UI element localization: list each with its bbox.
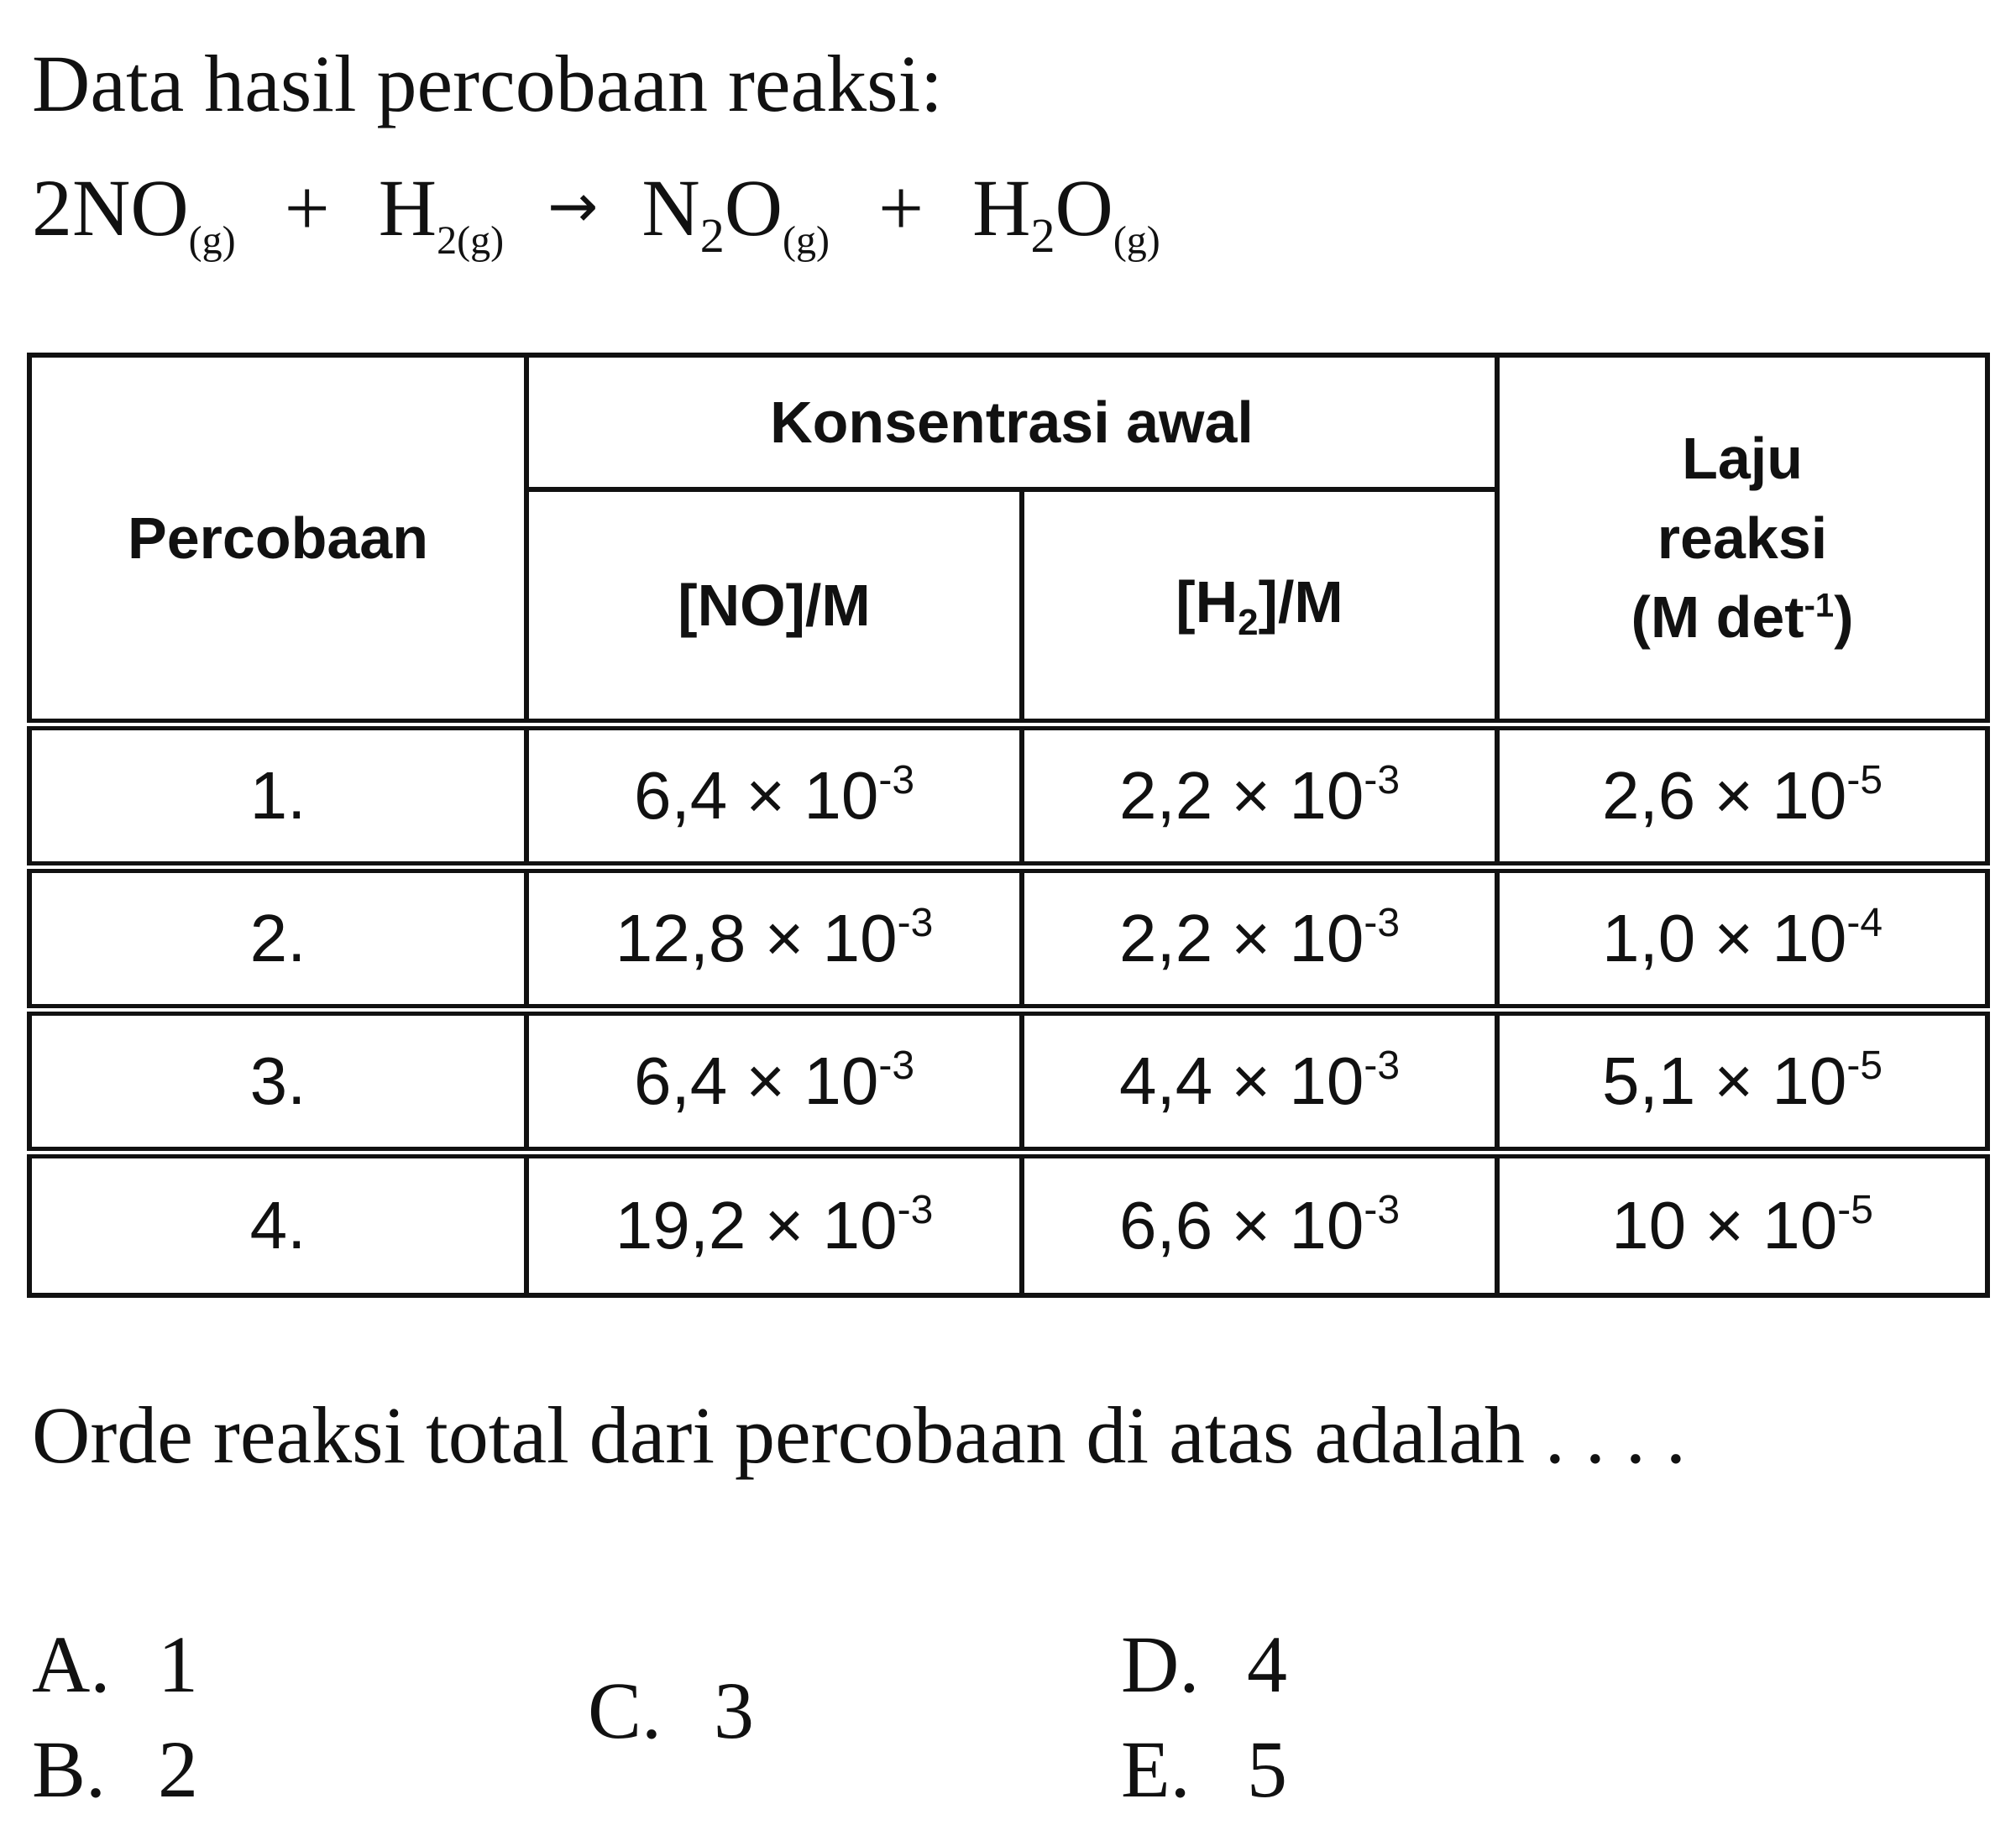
option-value: 2 bbox=[158, 1724, 198, 1814]
option-b[interactable] bbox=[32, 1724, 198, 1814]
header-laju-close: ) bbox=[1834, 584, 1854, 651]
cell-exponent: -5 bbox=[1846, 1043, 1883, 1088]
table-header-row bbox=[29, 355, 1987, 489]
cell-exponent: -5 bbox=[1837, 1188, 1873, 1232]
option-letter: A. bbox=[32, 1619, 111, 1709]
header-laju-line3 bbox=[1500, 578, 1985, 657]
reaction-arrow-icon: → bbox=[547, 170, 599, 241]
cell-value: 6,4 × 10 bbox=[633, 758, 879, 833]
reactant-no-formula: 2NO bbox=[32, 163, 189, 253]
header-h2-open: [H bbox=[1176, 569, 1238, 635]
cell-value: 2,6 × 10 bbox=[1601, 758, 1847, 833]
product-n2o-state: (g) bbox=[783, 218, 830, 263]
plus-sign: + bbox=[284, 163, 330, 253]
option-value: 4 bbox=[1247, 1619, 1287, 1709]
header-h2-concentration bbox=[1022, 489, 1497, 724]
cell-h2 bbox=[1022, 1010, 1497, 1153]
cell-exponent: -3 bbox=[1364, 901, 1401, 945]
cell-value: 1,0 × 10 bbox=[1601, 901, 1847, 975]
option-letter: D. bbox=[1121, 1619, 1200, 1709]
option-letter: B. bbox=[32, 1724, 107, 1814]
cell-laju bbox=[1497, 1153, 1987, 1295]
header-laju-exponent: -1 bbox=[1804, 587, 1835, 625]
reactant-no-state: (g) bbox=[188, 218, 236, 263]
header-konsentrasi-awal: Konsentrasi awal bbox=[526, 355, 1497, 489]
table-row bbox=[29, 867, 1987, 1010]
product-h2o bbox=[972, 163, 1160, 263]
option-value: 3 bbox=[714, 1666, 754, 1755]
cell-exponent: -4 bbox=[1846, 901, 1883, 945]
experiment-data-table bbox=[27, 353, 1990, 1298]
cell-no bbox=[526, 1153, 1022, 1295]
header-no-concentration: [NO]/M bbox=[526, 489, 1022, 724]
reactant-h2 bbox=[378, 163, 505, 263]
cell-exponent: -3 bbox=[1364, 1188, 1401, 1232]
option-letter: E. bbox=[1121, 1724, 1191, 1814]
cell-exponent: -3 bbox=[878, 1043, 915, 1088]
cell-percobaan: 1. bbox=[29, 724, 526, 867]
cell-percobaan: 3. bbox=[29, 1010, 526, 1153]
cell-value: 2,2 × 10 bbox=[1118, 901, 1364, 975]
cell-percobaan: 2. bbox=[29, 867, 526, 1010]
cell-exponent: -3 bbox=[1364, 1043, 1401, 1088]
product-h2o-state: (g) bbox=[1113, 218, 1160, 263]
product-n2o-n: N bbox=[641, 163, 700, 253]
reactant-h2-formula: H bbox=[378, 163, 437, 253]
cell-value: 6,4 × 10 bbox=[633, 1043, 879, 1118]
header-laju-unit: (M det bbox=[1631, 584, 1804, 651]
option-value: 5 bbox=[1247, 1724, 1287, 1814]
cell-laju bbox=[1497, 867, 1987, 1010]
reactant-h2-sub: 2(g) bbox=[437, 218, 505, 263]
header-laju-line2: reaksi bbox=[1657, 505, 1828, 571]
product-n2o-sub: 2 bbox=[699, 208, 725, 263]
cell-no bbox=[526, 867, 1022, 1010]
cell-percobaan: 4. bbox=[29, 1153, 526, 1295]
cell-value: 12,8 × 10 bbox=[615, 901, 898, 975]
cell-value: 4,4 × 10 bbox=[1118, 1043, 1364, 1118]
cell-no bbox=[526, 1010, 1022, 1153]
cell-exponent: -3 bbox=[897, 1188, 934, 1232]
reaction-equation bbox=[32, 163, 1160, 263]
header-laju-line1: Laju bbox=[1682, 426, 1803, 492]
option-c[interactable] bbox=[588, 1666, 754, 1755]
table-row bbox=[29, 1153, 1987, 1295]
cell-value: 10 × 10 bbox=[1611, 1188, 1838, 1263]
product-n2o bbox=[641, 163, 830, 263]
cell-laju bbox=[1497, 724, 1987, 867]
cell-h2 bbox=[1022, 1153, 1497, 1295]
product-h2o-o: O bbox=[1055, 163, 1113, 253]
header-percobaan: Percobaan bbox=[29, 355, 526, 724]
option-d[interactable] bbox=[1121, 1619, 1287, 1709]
cell-h2 bbox=[1022, 724, 1497, 867]
cell-h2 bbox=[1022, 867, 1497, 1010]
plus-sign: + bbox=[878, 163, 924, 253]
cell-exponent: -5 bbox=[1846, 758, 1883, 803]
table-row bbox=[29, 1010, 1987, 1153]
option-e[interactable] bbox=[1121, 1724, 1287, 1814]
cell-laju bbox=[1497, 1010, 1987, 1153]
option-value: 1 bbox=[158, 1619, 198, 1709]
cell-exponent: -3 bbox=[897, 901, 934, 945]
header-h2-close: ]/M bbox=[1258, 569, 1343, 635]
header-h2-sub: 2 bbox=[1238, 602, 1259, 644]
reactant-no bbox=[32, 163, 236, 263]
cell-value: 6,6 × 10 bbox=[1118, 1188, 1364, 1263]
header-laju-reaksi bbox=[1497, 355, 1987, 724]
table-row bbox=[29, 724, 1987, 867]
question-text: Orde reaksi total dari percobaan di atas adalah . . . . bbox=[32, 1390, 1686, 1480]
cell-exponent: -3 bbox=[1364, 758, 1401, 803]
option-a[interactable] bbox=[32, 1619, 198, 1709]
product-h2o-sub: 2 bbox=[1030, 208, 1055, 263]
cell-exponent: -3 bbox=[878, 758, 915, 803]
product-n2o-o: O bbox=[724, 163, 783, 253]
cell-value: 19,2 × 10 bbox=[615, 1188, 898, 1263]
cell-no bbox=[526, 724, 1022, 867]
page-title: Data hasil percobaan reaksi: bbox=[32, 39, 943, 128]
cell-value: 5,1 × 10 bbox=[1601, 1043, 1847, 1118]
cell-value: 2,2 × 10 bbox=[1118, 758, 1364, 833]
option-letter: C. bbox=[588, 1666, 662, 1755]
product-h2o-h: H bbox=[972, 163, 1031, 253]
